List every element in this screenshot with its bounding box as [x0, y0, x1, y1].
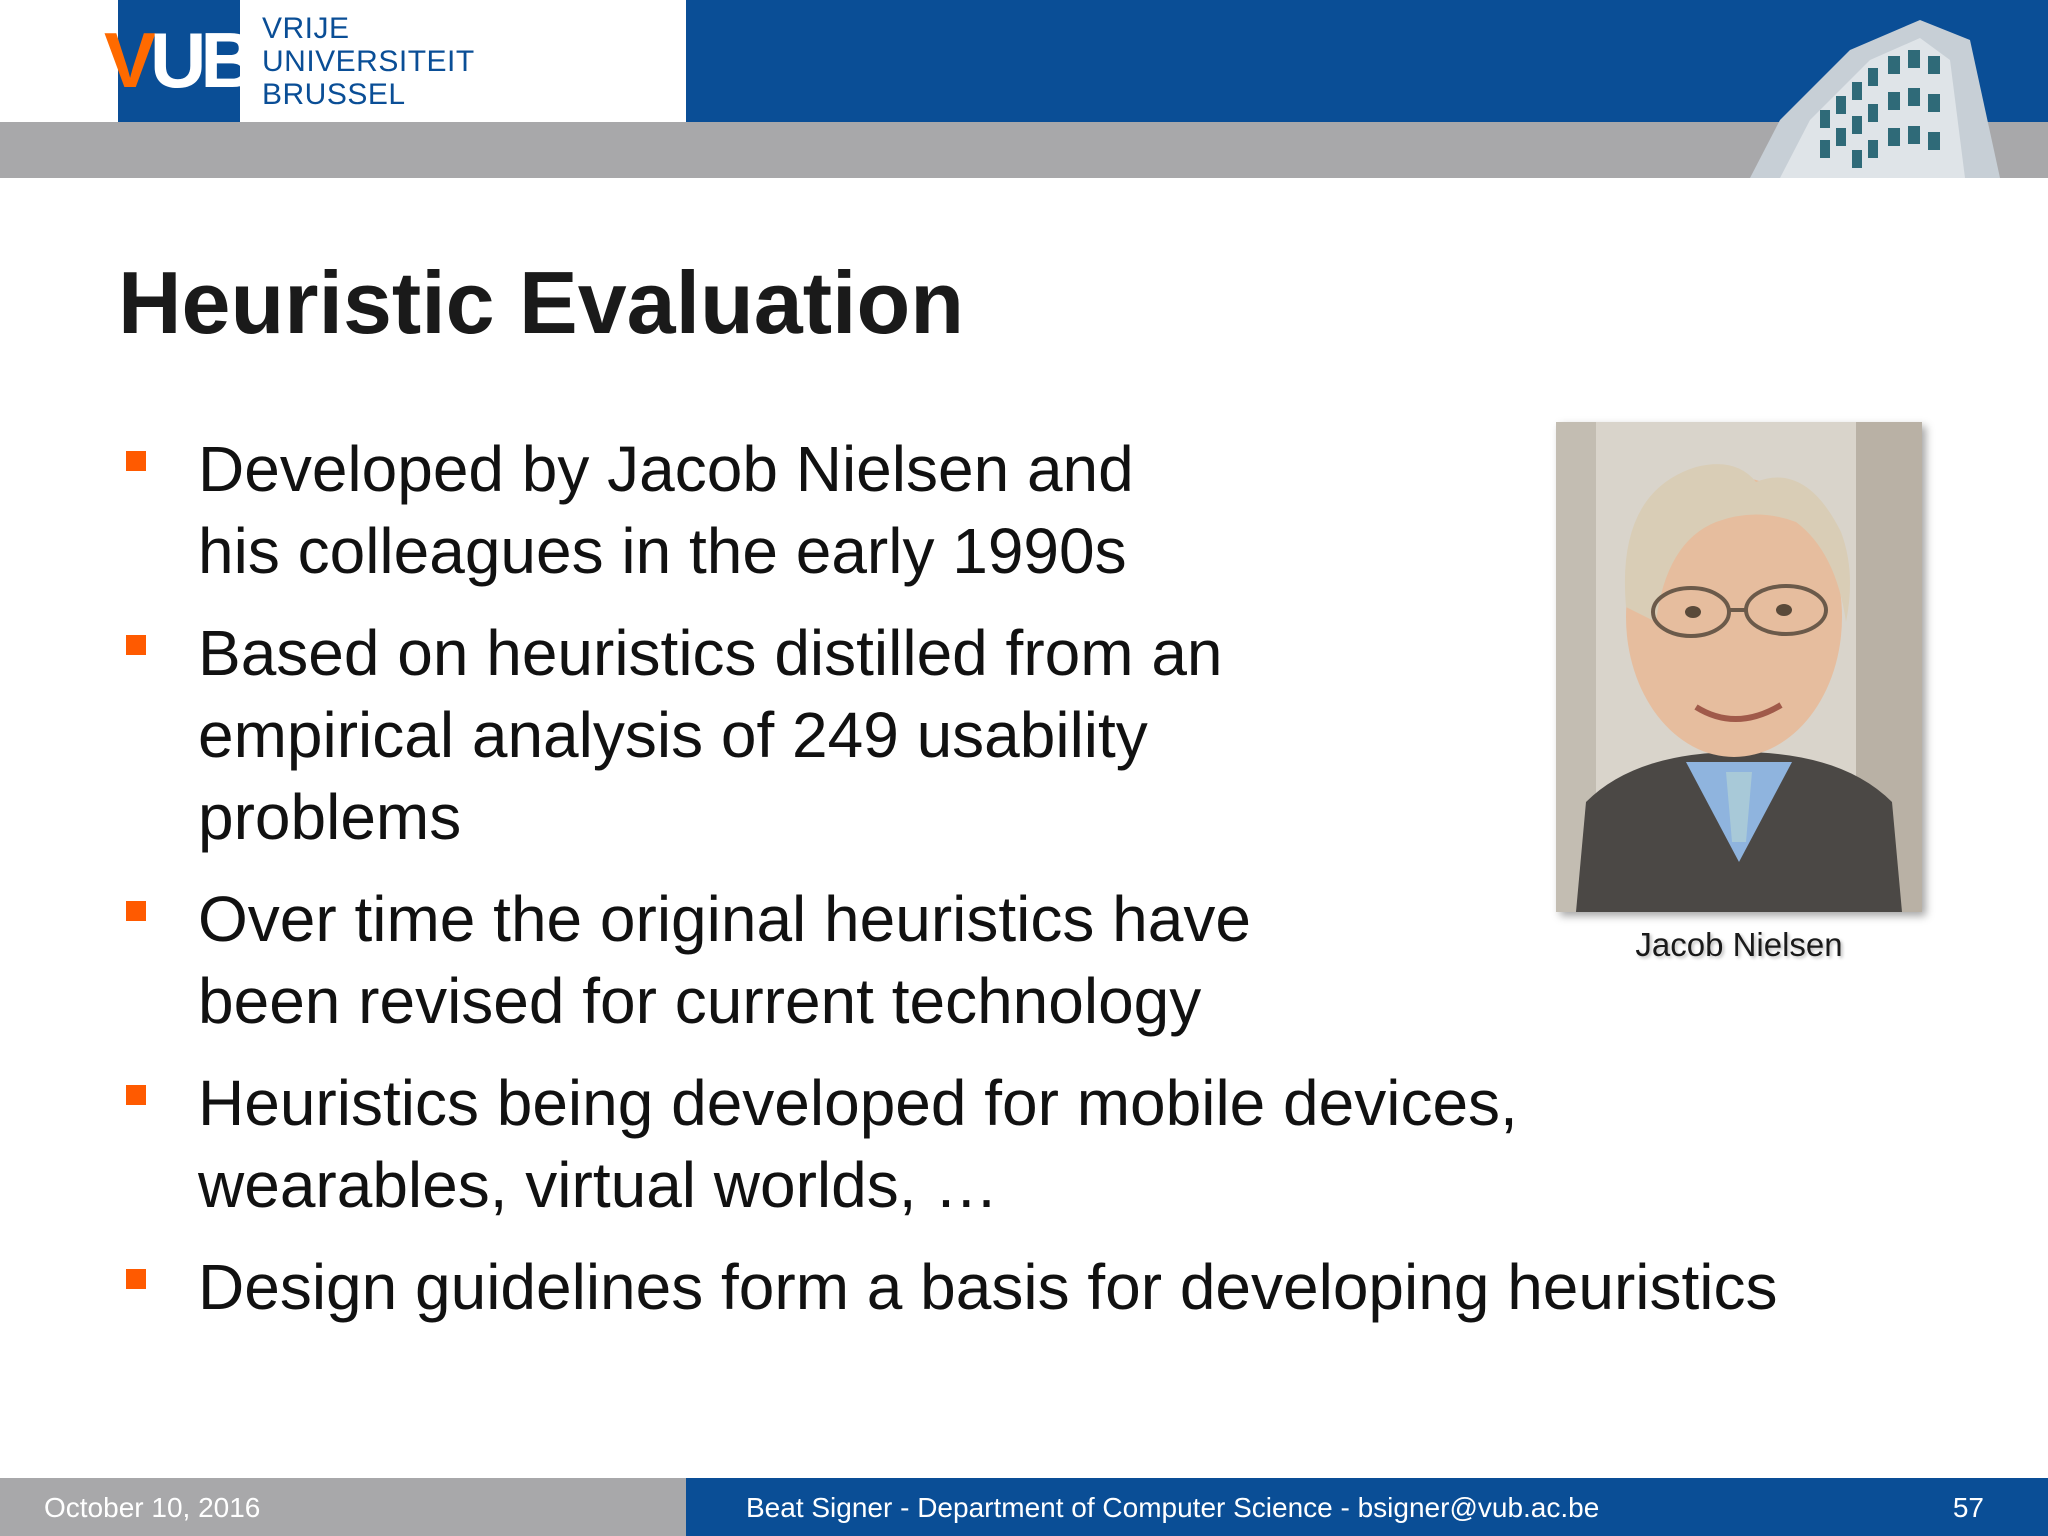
logo-line-2: UNIVERSITEIT	[262, 45, 475, 78]
slide-title: Heuristic Evaluation	[118, 253, 965, 352]
bullet-line-3a: Over time the original heuristics have	[198, 883, 1251, 955]
portrait-photo	[1556, 422, 1922, 912]
bullet-square-icon	[126, 1085, 146, 1105]
bullet-item-4	[118, 1062, 1778, 1226]
bullet-line-2c: problems	[198, 781, 462, 853]
bullet-square-icon	[126, 1269, 146, 1289]
bullet-line-2a: Based on heuristics distilled from an	[198, 617, 1223, 689]
bullet-square-icon	[126, 451, 146, 471]
bullet-item-5	[118, 1246, 1778, 1328]
logo-line-1: VRIJE	[262, 12, 350, 45]
bullet-square-icon	[126, 901, 146, 921]
building-image	[1740, 0, 2000, 178]
page-number: 57	[1952, 1492, 1984, 1523]
bullet-line-2b: empirical analysis of 249 usability	[198, 699, 1148, 771]
bullet-item-2	[118, 612, 1778, 858]
bullet-line-3b: been revised for current technology	[198, 965, 1202, 1037]
bullet-item-3	[118, 878, 1778, 1042]
bullet-square-icon	[126, 635, 146, 655]
bullet-line-1a: Developed by Jacob Nielsen and	[198, 433, 1134, 505]
university-name	[262, 12, 475, 111]
bullet-text-5: Design guidelines form a basis for developing heuristics	[198, 1251, 1778, 1323]
vub-logo-mark: VUB	[104, 16, 251, 104]
footer-date: October 10, 2016	[44, 1492, 261, 1523]
photo-caption: Jacob Nielsen	[1635, 926, 1843, 963]
bullet-line-4a: Heuristics being developed for mobile devices,	[198, 1067, 1518, 1139]
bullet-list	[118, 428, 1778, 1348]
bullet-item-1	[118, 428, 1778, 592]
logo-line-3: BRUSSEL	[262, 78, 406, 111]
footer-author: Beat Signer - Department of Computer Science - bsigner@vub.ac.be	[746, 1492, 1600, 1523]
bullet-line-1b: his colleagues in the early 1990s	[198, 515, 1127, 587]
bullet-line-4b: wearables, virtual worlds, …	[198, 1149, 999, 1221]
